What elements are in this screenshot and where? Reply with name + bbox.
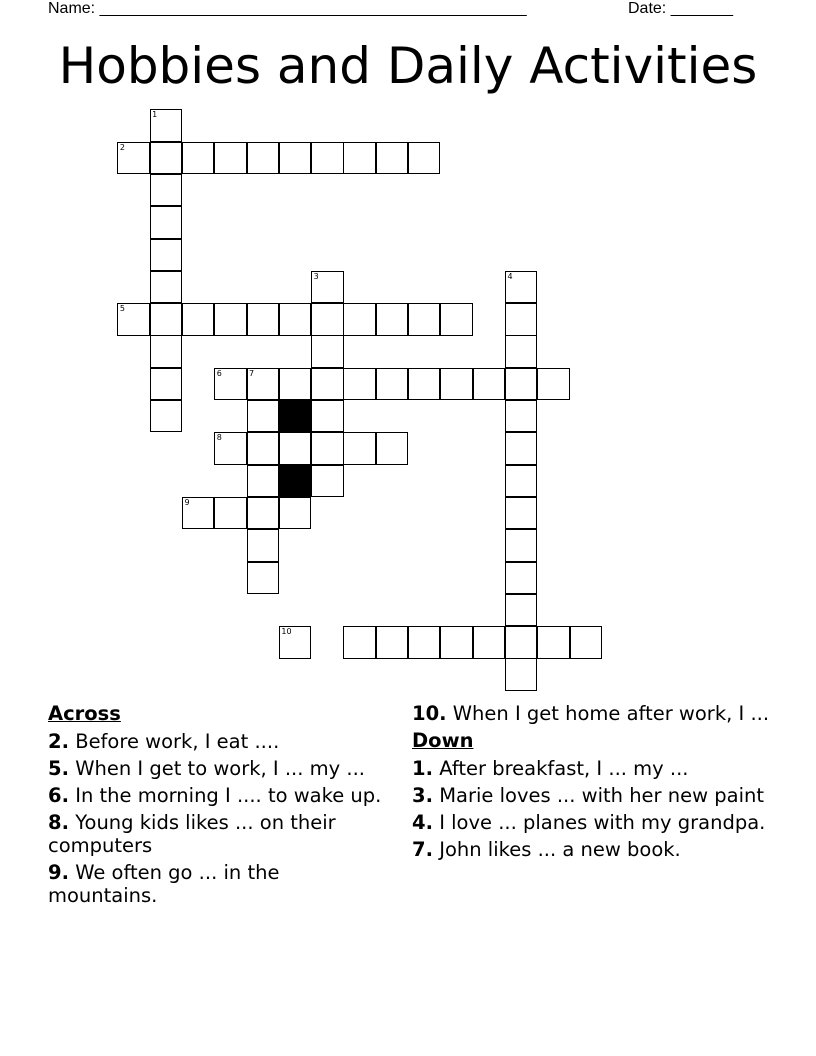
black-cell [279,465,311,497]
grid-cell[interactable] [505,562,537,594]
grid-cell[interactable] [117,142,149,174]
clue-across-5: 5. When I get to work, I ... my ... [48,757,365,780]
clue-down-3: 3. Marie loves ... with her new paint [412,784,765,807]
clue-number: 1 [152,110,158,120]
grid-cell[interactable] [343,626,375,658]
grid-cell[interactable] [279,626,311,658]
across-heading: Across [48,702,121,725]
grid-cell[interactable] [311,142,343,174]
grid-cell[interactable] [247,432,279,464]
grid-cell[interactable] [279,303,311,335]
grid-cell[interactable] [408,368,440,400]
grid-cell[interactable] [311,271,343,303]
grid-cell[interactable] [376,432,408,464]
grid-cell[interactable] [247,562,279,594]
grid-cell[interactable] [311,368,343,400]
clue-number: 8 [216,433,222,443]
grid-cell[interactable] [182,303,214,335]
grid-cell[interactable] [247,465,279,497]
grid-cell[interactable] [505,626,537,658]
grid-cell[interactable] [440,626,472,658]
grid-cell[interactable] [150,174,182,206]
grid-cell[interactable] [473,626,505,658]
grid-cell[interactable] [150,109,182,141]
grid-cell[interactable] [343,368,375,400]
grid-cell[interactable] [505,432,537,464]
grid-cell[interactable] [537,368,569,400]
grid-cell[interactable] [505,465,537,497]
grid-cell[interactable] [150,239,182,271]
grid-cell[interactable] [311,465,343,497]
clue-across-6: 6. In the morning I .... to wake up. [48,784,382,807]
grid-cell[interactable] [376,142,408,174]
grid-cell[interactable] [537,626,569,658]
grid-cell[interactable] [505,658,537,690]
grid-cell[interactable] [247,368,279,400]
clue-across-9: 9. We often go ... in the mountains. [48,861,280,907]
grid-cell[interactable] [505,335,537,367]
grid-cell[interactable] [247,142,279,174]
grid-cell[interactable] [182,142,214,174]
clue-number: 3 [313,271,319,281]
clue-number: 5 [119,304,125,314]
grid-cell[interactable] [150,368,182,400]
grid-cell[interactable] [473,368,505,400]
grid-cell[interactable] [376,368,408,400]
grid-cell[interactable] [376,303,408,335]
clue-down-1: 1. After breakfast, I ... my ... [412,757,689,780]
grid-cell[interactable] [408,142,440,174]
grid-cell[interactable] [505,303,537,335]
grid-cell[interactable] [150,303,182,335]
clue-number: 7 [249,368,255,378]
clue-number: 10 [281,627,292,637]
grid-cell[interactable] [117,303,149,335]
down-heading: Down [412,729,474,752]
grid-cell[interactable] [279,432,311,464]
grid-cell[interactable] [505,368,537,400]
grid-cell[interactable] [247,529,279,561]
grid-cell[interactable] [505,497,537,529]
clue-across-8: 8. Young kids likes ... on their computers [48,811,336,857]
grid-cell[interactable] [214,497,246,529]
grid-cell[interactable] [247,303,279,335]
grid-cell[interactable] [279,368,311,400]
grid-cell[interactable] [505,400,537,432]
clues-column-left [48,702,388,911]
grid-cell[interactable] [150,400,182,432]
grid-cell[interactable] [343,142,375,174]
grid-cell[interactable] [408,626,440,658]
grid-cell[interactable] [150,206,182,238]
grid-cell[interactable] [214,432,246,464]
grid-cell[interactable] [311,432,343,464]
grid-cell[interactable] [279,142,311,174]
grid-cell[interactable] [505,594,537,626]
grid-cell[interactable] [247,400,279,432]
grid-cell[interactable] [214,368,246,400]
grid-cell[interactable] [247,497,279,529]
clue-number: 6 [216,368,222,378]
page-title: Hobbies and Daily Activities [58,37,758,95]
grid-cell[interactable] [376,626,408,658]
grid-cell[interactable] [214,303,246,335]
grid-cell[interactable] [150,271,182,303]
grid-cell[interactable] [311,335,343,367]
grid-cell[interactable] [343,432,375,464]
clue-across-10: 10. When I get home after work, I ... [412,702,770,725]
clue-number: 9 [184,497,190,507]
grid-cell[interactable] [214,142,246,174]
date-field[interactable]: Date: _______ [628,0,733,17]
clue-across-2: 2. Before work, I eat .... [48,730,280,753]
grid-cell[interactable] [279,497,311,529]
grid-cell[interactable] [440,303,472,335]
grid-cell[interactable] [408,303,440,335]
clue-number: 4 [507,271,513,281]
black-cell [279,400,311,432]
grid-cell[interactable] [440,368,472,400]
grid-cell[interactable] [505,529,537,561]
clue-down-7: 7. John likes ... a new book. [412,838,681,861]
grid-cell[interactable] [311,303,343,335]
grid-cell[interactable] [570,626,602,658]
grid-cell[interactable] [505,271,537,303]
grid-cell[interactable] [343,303,375,335]
name-field[interactable]: Name: ________________________________________________ [48,0,527,17]
clue-down-4: 4. I love ... planes with my grandpa. [412,811,766,834]
clue-number: 2 [119,142,125,152]
grid-cell[interactable] [311,400,343,432]
grid-cell[interactable] [150,335,182,367]
grid-cell[interactable] [182,497,214,529]
clues-column-right [412,702,772,865]
grid-cell[interactable] [150,142,182,174]
